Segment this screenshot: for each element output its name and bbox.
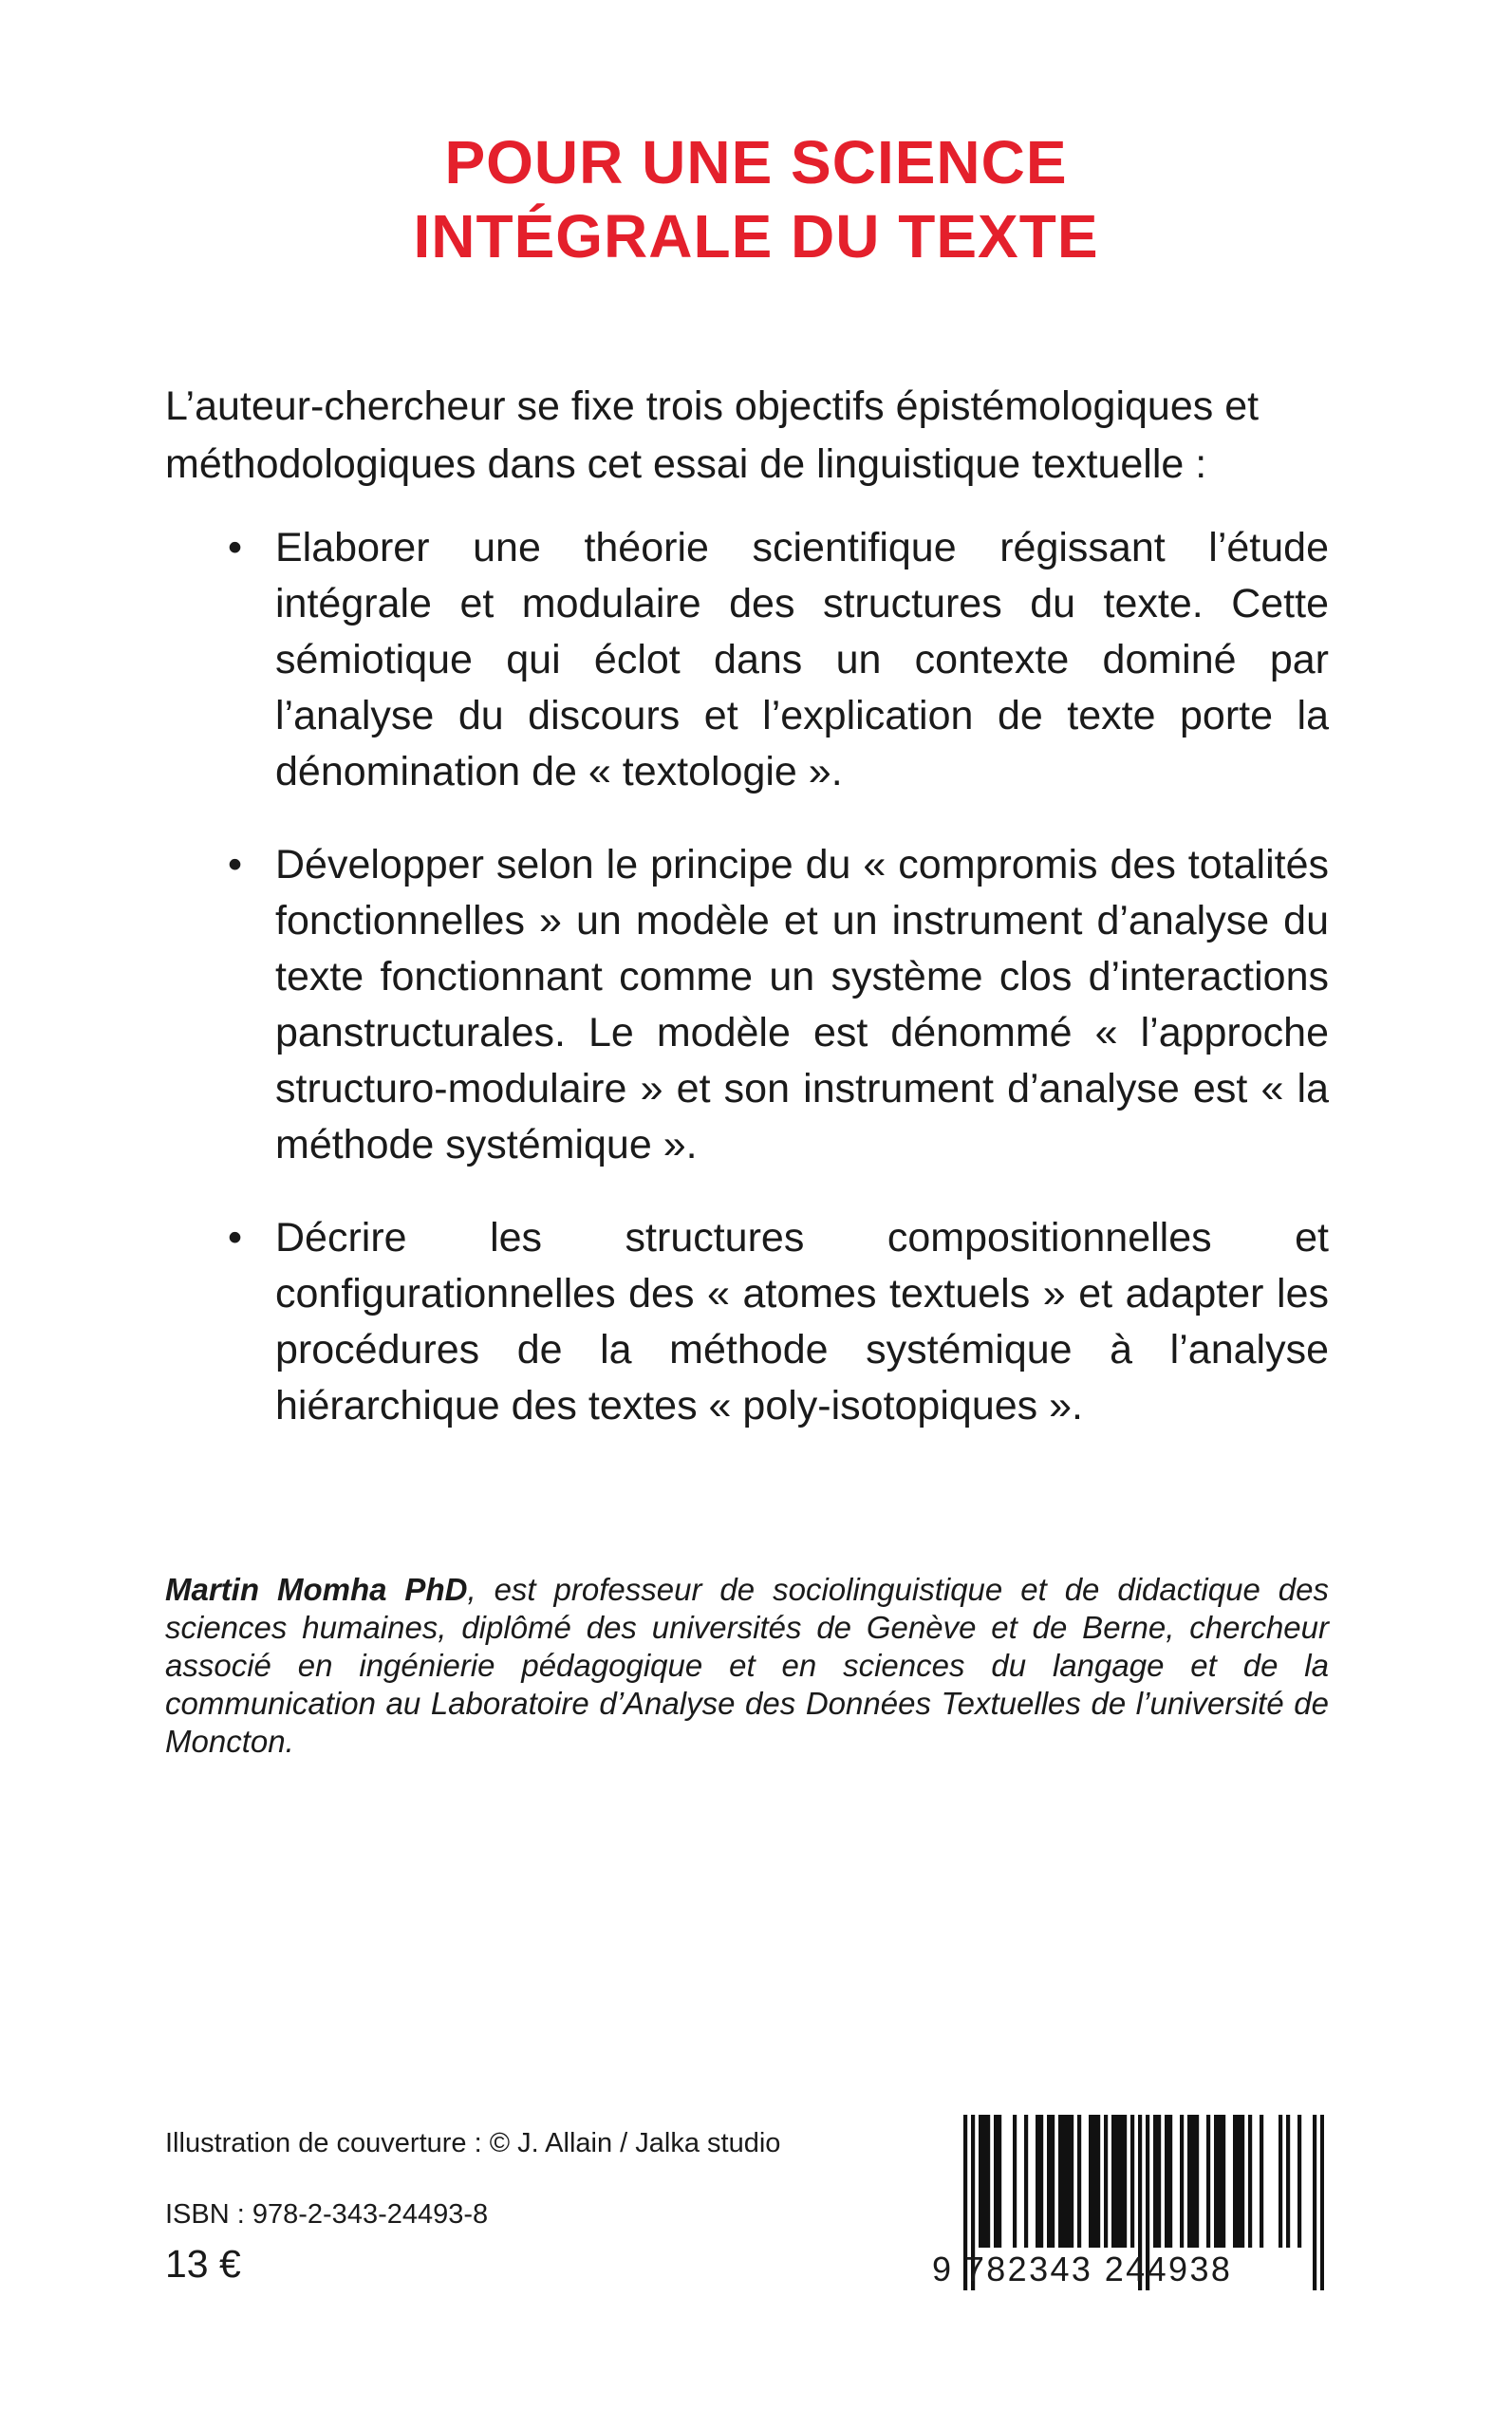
barcode-bar: [1119, 2115, 1123, 2248]
barcode-bar: [1036, 2115, 1039, 2248]
barcode-bar: [1214, 2115, 1218, 2248]
price: 13 €: [165, 2242, 241, 2286]
barcode-bar: [1070, 2115, 1073, 2248]
barcode-bar: [1123, 2115, 1127, 2248]
barcode-bar: [982, 2115, 986, 2248]
objective-item: [165, 837, 1329, 1173]
bullet-icon: •: [228, 1215, 243, 1261]
barcode-bar: [1104, 2115, 1108, 2248]
objectives-list: [165, 520, 1329, 1471]
barcode-bar: [1237, 2115, 1241, 2248]
barcode-bar: [1058, 2115, 1062, 2248]
barcode-bar: [1187, 2115, 1191, 2248]
barcode-bar: [986, 2115, 990, 2248]
book-title: [0, 125, 1512, 273]
barcode-bar: [1115, 2115, 1119, 2248]
barcode-bar: [1218, 2115, 1222, 2248]
barcode-bar: [1092, 2115, 1096, 2248]
barcode-bar: [1039, 2115, 1043, 2248]
isbn: ISBN : 978-2-343-24493-8: [165, 2199, 489, 2230]
author-name: Martin Momha PhD: [165, 1572, 468, 1607]
barcode-bar: [1286, 2115, 1290, 2248]
objective-text: Décrire les structures compositionnelles et configurationnelles des « atomes textuels » et adapter les procédures de la méthode systémique à l’analyse hiérarchique des textes « poly-isotopiques ».: [275, 1215, 1329, 1429]
title-line-2: INTÉGRALE DU TEXTE: [413, 202, 1099, 271]
barcode-bar: [1096, 2115, 1100, 2248]
barcode-bar: [979, 2115, 982, 2248]
objective-text: Elaborer une théorie scientifique régissant l’étude intégrale et modulaire des structures du texte. Cette sémiotique qui éclot dans un contexte dominé par l’analyse du discours et l’explication de texte porte la dénomination de « textologie ».: [275, 525, 1329, 794]
title-line-1: POUR UNE SCIENCE: [444, 128, 1068, 196]
barcode-bar: [1279, 2115, 1282, 2248]
barcode-bar: [1260, 2115, 1263, 2248]
intro-paragraph: L’auteur-chercheur se fixe trois objectifs épistémologiques et méthodologiques dans cet essai de linguistique textuelle :: [165, 383, 1260, 487]
bullet-icon: •: [228, 842, 243, 887]
barcode-bar: [1066, 2115, 1070, 2248]
barcode-bar: [1241, 2115, 1244, 2248]
barcode-bar: [1077, 2115, 1081, 2248]
barcode-bar: [1222, 2115, 1225, 2248]
barcode-bar: [1165, 2115, 1168, 2248]
barcode-bar: [1206, 2115, 1210, 2248]
barcode-bar: [1130, 2115, 1134, 2248]
barcode-bar: [1168, 2115, 1172, 2248]
barcode-bar: [1111, 2115, 1115, 2248]
barcode-bar: [1089, 2115, 1092, 2248]
objective-item: [165, 520, 1329, 800]
author-bio: [165, 1571, 1329, 1761]
barcode-bar: [1233, 2115, 1237, 2248]
bullet-icon: •: [228, 525, 243, 570]
barcode-bar: [1180, 2115, 1184, 2248]
author-bio-text: , est professeur de sociolinguistique et de didactique des sciences humaines, diplômé des universités de Genève et de Berne, chercheur associé en ingénierie pédagogique et en sciences du langage et de la communication au Laboratoire d’Analyse des Données Textuelles de l’université de Moncton.: [165, 1572, 1329, 1759]
barcode-bar: [1153, 2115, 1157, 2248]
barcode-bar: [1013, 2115, 1017, 2248]
barcode-bar: [1191, 2115, 1195, 2248]
barcode-bar: [1297, 2115, 1301, 2248]
barcode-bar: [994, 2115, 998, 2248]
barcode-digits: 9 782343 244938: [932, 2250, 1233, 2288]
barcode-bar: [1062, 2115, 1066, 2248]
barcode-bar: [1248, 2115, 1252, 2248]
barcode-bar: [1047, 2115, 1051, 2248]
barcode-bar: [1024, 2115, 1028, 2248]
barcode-bar: [1195, 2115, 1199, 2248]
barcode-bar: [1157, 2115, 1161, 2248]
objective-item: [165, 1210, 1329, 1434]
cover-credit: Illustration de couverture : © J. Allain / Jalka studio: [165, 2128, 781, 2158]
objective-text: Développer selon le principe du « compromis des totalités fonctionnelles » un modèle et un instrument d’analyse du texte fonctionnant comme un système clos d’interactions panstructurales. Le modèle est dénommé « l’approche structuro-modulaire » et son instrument d’analyse est « la méthode systémique ».: [275, 842, 1329, 1167]
barcode-bar: [998, 2115, 1001, 2248]
barcode-bar: [1051, 2115, 1055, 2248]
